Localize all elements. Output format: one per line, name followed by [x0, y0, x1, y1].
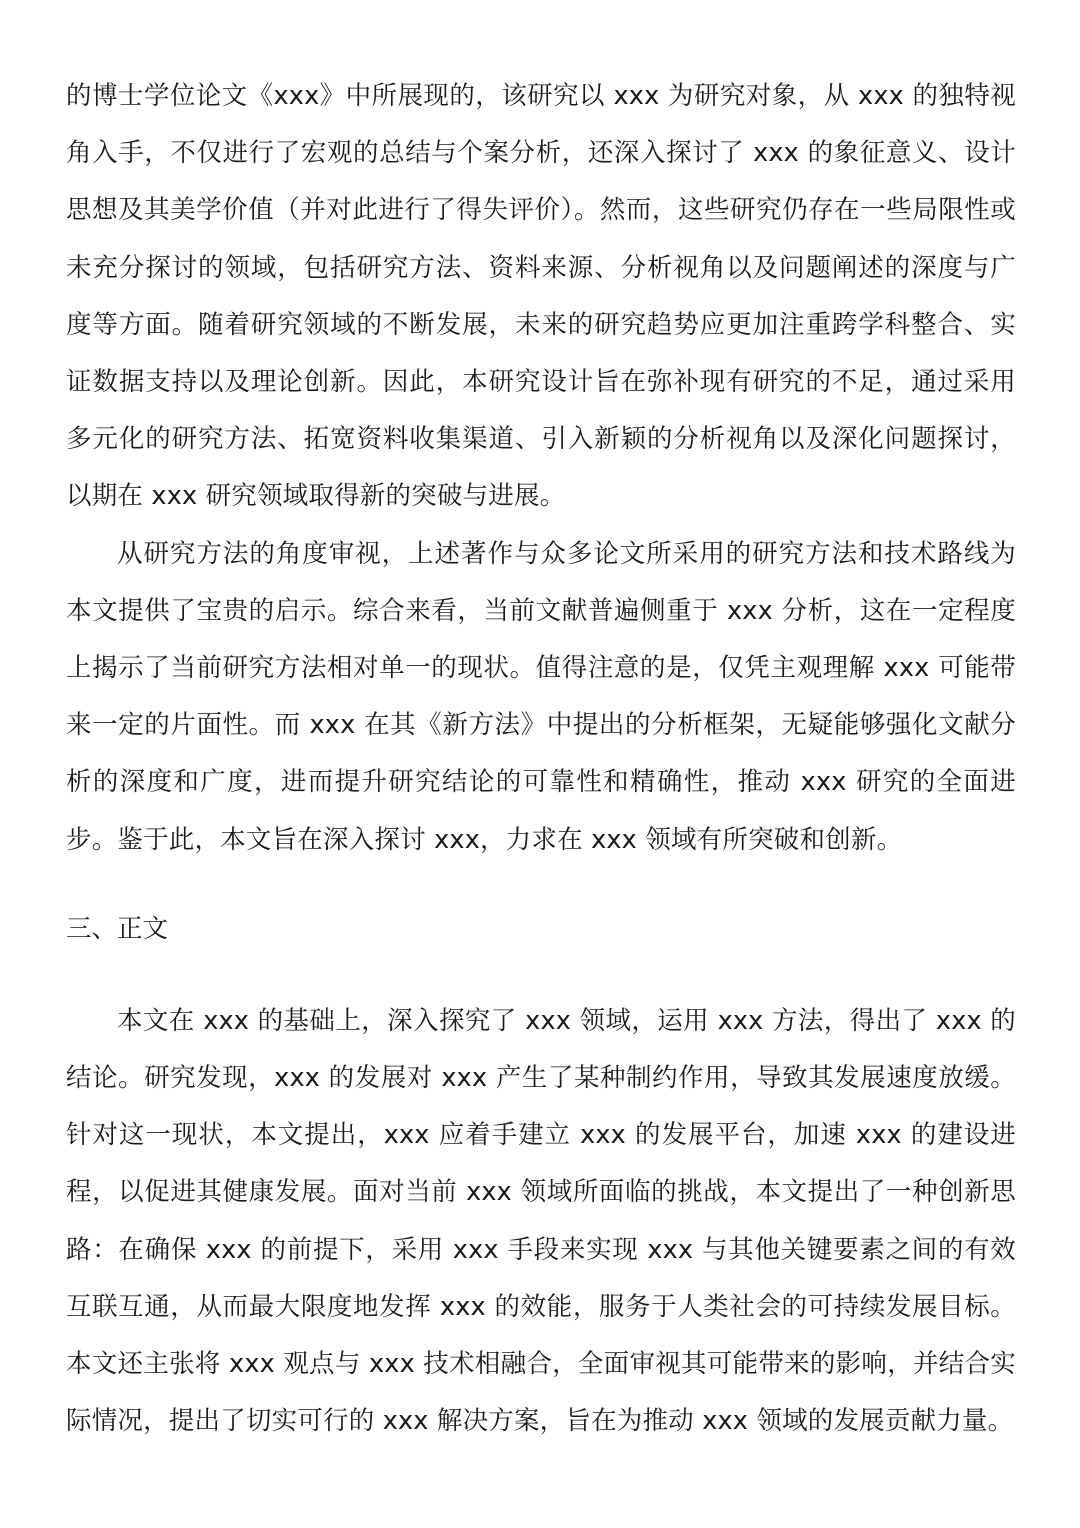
paragraph-continued-literature-review: 的博士学位论文《xxx》中所展现的，该研究以 xxx 为研究对象，从 xxx 的独特视角入手，不仅进行了宏观的总结与个案分析，还深入探讨了 xxx 的象征意义、设计思想及其美学价值（并对此进行了得失评价）。然而，这些研究仍存在一些局限性或未充分探讨的领域，包括研究方法、资料来源、分析视角以及问题阐述的深度与广度等方面。随着研究领域的不断发展，未来的研究趋势应更加注重跨学科整合、实证数据支持以及理论创新。因此，本研究设计旨在弥补现有研究的不足，通过采用多元化的研究方法、拓宽资料收集渠道、引入新颖的分析视角以及深化问题探讨，以期在 xxx 研究领域取得新的突破与进展。	[66, 81, 1016, 512]
paragraph-research-methods: 从研究方法的角度审视，上述著作与众多论文所采用的研究方法和技术路线为本文提供了宝贵的启示。综合来看，当前文献普遍侧重于 xxx 分析，这在一定程度上揭示了当前研究方法相对单一的现状。值得注意的是，仅凭主观理解 xxx 可能带来一定的片面性。而 xxx 在其《新方法》中提出的分析框架，无疑能够强化文献分析的深度和广度，进而提升研究结论的可靠性和精确性，推动 xxx 研究的全面进步。鉴于此，本文旨在深入探讨 xxx，力求在 xxx 领域有所突破和创新。	[66, 538, 1016, 855]
paragraph-main-text: 本文在 xxx 的基础上，深入探究了 xxx 领域，运用 xxx 方法，得出了 xxx 的结论。研究发现，xxx 的发展对 xxx 产生了某种制约作用，导致其发展速度放缓。针对这一现状，本文提出，xxx 应着手建立 xxx 的发展平台，加速 xxx 的建设进程，以促进其健康发展。面对当前 xxx 领域所面临的挑战，本文提出了一种创新思路：在确保 xxx 的前提下，采用 xxx 手段来实现 xxx 与其他关键要素之间的有效互联互通，从而最大限度地发挥 xxx 的效能，服务于人类社会的可持续发展目标。本文还主张将 xxx 观点与 xxx 技术相融合，全面审视其可能带来的影响，并结合实际情况，提出了切实可行的 xxx 解决方案，旨在为推动 xxx 领域的发展贡献力量。	[66, 1005, 1016, 1437]
document-body	[66, 68, 1016, 1450]
section-heading-main-text: 三、正文	[66, 913, 169, 944]
